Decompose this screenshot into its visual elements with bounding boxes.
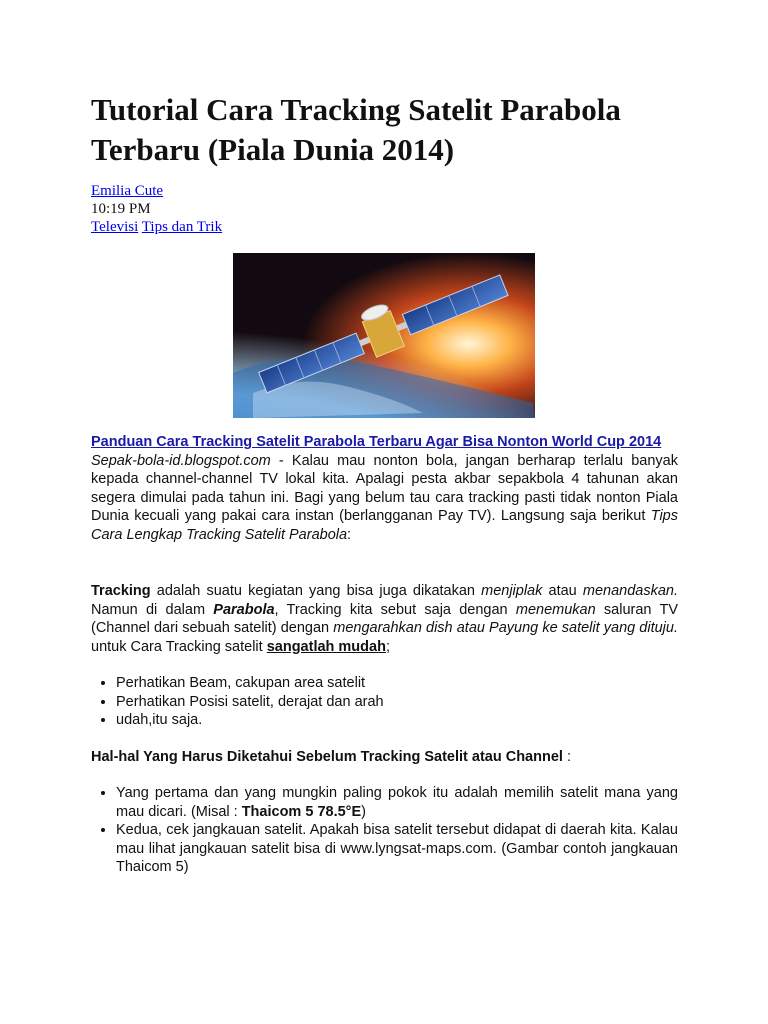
- intro-colon: :: [347, 526, 352, 543]
- satellite-image: [233, 253, 535, 418]
- tracking-paragraph: [91, 582, 678, 656]
- article-meta: [91, 182, 222, 236]
- tracking-text-3: Namun di dalam: [91, 601, 214, 618]
- list-item: • Perhatikan Beam, cakupan area satelit: [116, 674, 678, 693]
- article-title: Tutorial Cara Tracking Satelit Parabola Terbaru (Piala Dunia 2014): [91, 92, 621, 167]
- list-item: [116, 784, 678, 821]
- steps-list: [91, 784, 678, 877]
- category-link-televisi[interactable]: Televisi: [91, 219, 139, 235]
- author-link[interactable]: Emilia Cute: [91, 183, 164, 199]
- step-1-text: Yang pertama dan yang mungkin paling pokok itu adalah memilih satelit mana yang mau dicari. (Misal :: [116, 785, 678, 820]
- intro-italic-tail: Tips Cara Lengkap Tracking Satelit Parabola: [91, 508, 678, 543]
- tips-list: [91, 674, 678, 730]
- step-1-end: ): [361, 803, 366, 820]
- post-time: 10:19 PM: [91, 201, 151, 217]
- source-name: Sepak-bola-id.blogspot.com: [91, 452, 271, 469]
- category-link-tips[interactable]: Tips dan Trik: [141, 219, 223, 235]
- list-item: • udah,itu saja.: [116, 711, 678, 730]
- tracking-text-7: ;: [385, 638, 390, 655]
- tracking-underlined: sangatlah mudah: [266, 638, 386, 655]
- tracking-text-4: , Tracking kita sebut saja dengan: [274, 601, 516, 618]
- tracking-text-5: saluran TV (Channel dari sebuah satelit) dengan: [91, 601, 678, 636]
- satellite-earth-illustration: [233, 253, 535, 418]
- term-tracking: Tracking: [91, 583, 151, 599]
- list-item: • Kedua, cek jangkauan satelit. Apakah bisa satelit tersebut didapat di daerah kita. Kalau mau lihat jangkauan satelit bisa di www.lyngsat-maps.com. (Gambar contoh jangkauan Thaicom 5): [116, 821, 678, 877]
- section-heading-bold: Hal-hal Yang Harus Diketahui Sebelum Tracking Satelit atau Channel: [91, 748, 563, 765]
- section-heading: [91, 748, 678, 767]
- tracking-text-6: untuk Cara Tracking satelit: [91, 638, 267, 655]
- list-item: • Perhatikan Posisi satelit, derajat dan arah: [116, 693, 678, 712]
- term-parabola: Parabola: [213, 601, 275, 618]
- step-1-satellite: Thaicom 5 78.5°E: [241, 803, 362, 820]
- tracking-text-1: adalah suatu kegiatan yang bisa juga dikatakan: [150, 583, 482, 599]
- tracking-italic-1: menjiplak: [481, 583, 543, 599]
- tracking-text-2: atau: [542, 583, 583, 599]
- article-body: [91, 433, 678, 877]
- intro-text: - Kalau mau nonton bola, jangan berharap terlalu banyak kepada channel-channel TV lokal kita. Apalagi pesta akbar sepakbola 4 tahunan akan segera dimulai pada tahun ini. Bagi yang belum tau cara tracking pasti tidak nonton Piala Dunia kecuali yang pakai cara instan (berlangganan Pay TV). Langsung saja berikut: [91, 452, 678, 524]
- tracking-italic-3: menemukan: [515, 601, 596, 618]
- tracking-italic-4: mengarahkan dish atau Payung ke satelit yang dituju.: [333, 620, 678, 636]
- tracking-italic-2: menandaskan.: [582, 583, 679, 599]
- section-heading-colon: :: [562, 748, 571, 765]
- headline-link[interactable]: Panduan Cara Tracking Satelit Parabola Terbaru Agar Bisa Nonton World Cup 2014: [91, 434, 662, 450]
